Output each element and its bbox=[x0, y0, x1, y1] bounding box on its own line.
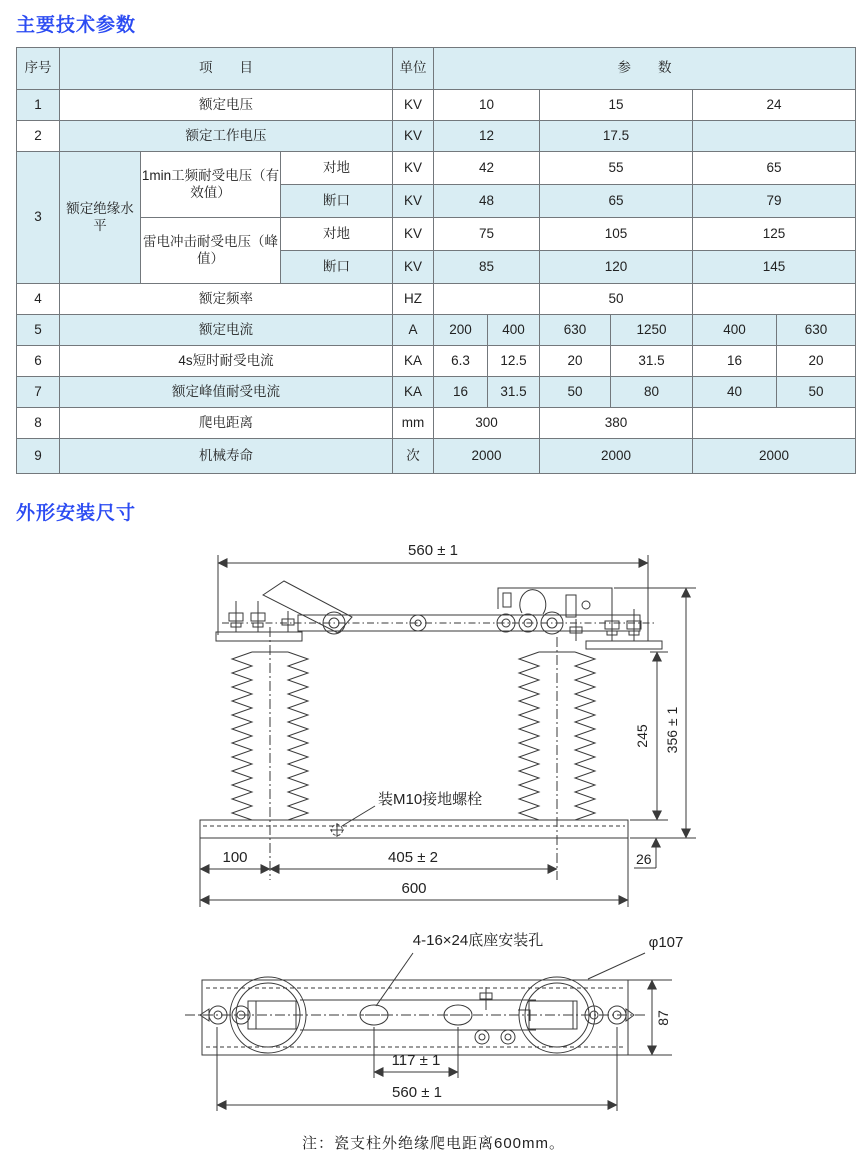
item-label: 额定频率 bbox=[60, 284, 393, 315]
param-value: 42 bbox=[434, 152, 540, 185]
row-number: 1 bbox=[17, 90, 60, 121]
param-value: 31.5 bbox=[488, 377, 540, 408]
dim-label: 245 bbox=[634, 724, 650, 748]
item-label: 额定电流 bbox=[60, 315, 393, 346]
item-label: 额定工作电压 bbox=[60, 121, 393, 152]
param-value: 31.5 bbox=[611, 346, 693, 377]
front-view-drawing bbox=[0, 535, 867, 910]
dimension-hole-span bbox=[217, 1027, 617, 1111]
mounting-holes-callout bbox=[376, 931, 543, 1006]
param-value bbox=[693, 408, 856, 439]
param-value: 2000 bbox=[693, 439, 856, 474]
mounting-holes-label: 4-16×24底座安装孔 bbox=[412, 932, 544, 949]
dim-label: 600 bbox=[401, 880, 427, 897]
unit-label: KV bbox=[393, 121, 434, 152]
section-title-parameters: 主要技术参数 bbox=[16, 15, 137, 36]
param-value: 16 bbox=[693, 346, 777, 377]
param-value: 79 bbox=[693, 185, 856, 218]
dim-label: 560 ± 1 bbox=[408, 542, 458, 559]
terminal-label: 断口 bbox=[281, 251, 393, 284]
unit-label: mm bbox=[393, 408, 434, 439]
datasheet-page bbox=[0, 10, 867, 1153]
col-header-item: 项 目 bbox=[60, 48, 393, 90]
param-value bbox=[693, 121, 856, 152]
sub-item-label: 雷电冲击耐受电压（峰值） bbox=[141, 218, 281, 284]
col-header-unit: 单位 bbox=[393, 48, 434, 90]
unit-label: KV bbox=[393, 251, 434, 284]
param-value: 2000 bbox=[434, 439, 540, 474]
param-value: 200 bbox=[434, 315, 488, 346]
dimension-pole-spacing bbox=[270, 849, 557, 869]
param-value: 85 bbox=[434, 251, 540, 284]
dimension-overall-height bbox=[614, 588, 696, 838]
unit-label: HZ bbox=[393, 284, 434, 315]
param-value bbox=[693, 284, 856, 315]
section-title-dimensions: 外形安装尺寸 bbox=[16, 503, 137, 524]
item-label: 4s短时耐受电流 bbox=[60, 346, 393, 377]
param-value: 20 bbox=[540, 346, 611, 377]
sub-item-label: 1min工频耐受电压（有效值） bbox=[141, 152, 281, 218]
bottom-view-drawing bbox=[0, 915, 867, 1125]
param-value: 6.3 bbox=[434, 346, 488, 377]
unit-label: A bbox=[393, 315, 434, 346]
col-header-no: 序号 bbox=[17, 48, 60, 90]
col-header-params: 参 数 bbox=[434, 48, 856, 90]
row-number: 8 bbox=[17, 408, 60, 439]
terminal-label: 对地 bbox=[281, 218, 393, 251]
dimension-left-offset bbox=[200, 838, 270, 907]
dim-label: 405 ± 2 bbox=[388, 849, 438, 866]
dimension-hole-spacing bbox=[374, 1027, 458, 1078]
dim-label: 87 bbox=[655, 1010, 671, 1026]
param-value: 40 bbox=[693, 377, 777, 408]
param-value: 48 bbox=[434, 185, 540, 218]
row-number: 7 bbox=[17, 377, 60, 408]
row-number: 5 bbox=[17, 315, 60, 346]
dimension-base-depth bbox=[628, 980, 672, 1055]
param-value: 75 bbox=[434, 218, 540, 251]
param-value: 10 bbox=[434, 90, 540, 121]
dim-label: 560 ± 1 bbox=[392, 1084, 442, 1101]
ground-bolt-label: 装M10接地螺栓 bbox=[378, 791, 483, 808]
param-value: 12.5 bbox=[488, 346, 540, 377]
param-value: 105 bbox=[540, 218, 693, 251]
param-value: 50 bbox=[540, 284, 693, 315]
param-value: 50 bbox=[777, 377, 856, 408]
param-value: 400 bbox=[693, 315, 777, 346]
terminal-pad-left bbox=[216, 601, 302, 641]
ground-bolt-icon bbox=[330, 823, 344, 837]
dim-label: 117 ± 1 bbox=[391, 1052, 441, 1069]
small-fittings bbox=[475, 987, 530, 1044]
dim-label: 26 bbox=[636, 851, 652, 867]
param-value: 1250 bbox=[611, 315, 693, 346]
row-number: 6 bbox=[17, 346, 60, 377]
footnote: 注：瓷支柱外绝缘爬电距离600mm。 bbox=[301, 1135, 566, 1152]
parameters-table bbox=[16, 47, 856, 474]
param-value: 16 bbox=[434, 377, 488, 408]
item-label: 额定绝缘水平 bbox=[60, 152, 141, 284]
unit-label: KA bbox=[393, 377, 434, 408]
param-value: 24 bbox=[693, 90, 856, 121]
param-value: 17.5 bbox=[540, 121, 693, 152]
item-label: 额定峰值耐受电流 bbox=[60, 377, 393, 408]
param-value: 145 bbox=[693, 251, 856, 284]
unit-label: KV bbox=[393, 218, 434, 251]
dimension-top-width bbox=[218, 542, 648, 641]
param-value: 120 bbox=[540, 251, 693, 284]
row-number: 3 bbox=[17, 152, 60, 284]
switch-linkage-bar bbox=[222, 581, 655, 634]
dim-label: 100 bbox=[222, 849, 248, 866]
dimension-base-thickness bbox=[634, 838, 656, 868]
row-number: 9 bbox=[17, 439, 60, 474]
param-value: 630 bbox=[540, 315, 611, 346]
dim-label: 356 ± 1 bbox=[664, 706, 680, 754]
param-value: 55 bbox=[540, 152, 693, 185]
param-value: 12 bbox=[434, 121, 540, 152]
item-label: 额定电压 bbox=[60, 90, 393, 121]
param-value: 380 bbox=[540, 408, 693, 439]
unit-label: KV bbox=[393, 185, 434, 218]
param-value: 15 bbox=[540, 90, 693, 121]
item-label: 爬电距离 bbox=[60, 408, 393, 439]
insulator-left bbox=[232, 627, 308, 880]
param-value: 80 bbox=[611, 377, 693, 408]
dimension-insulator-height bbox=[630, 652, 668, 820]
flange-diameter-callout bbox=[588, 934, 683, 979]
base-channel bbox=[200, 820, 628, 838]
param-value: 300 bbox=[434, 408, 540, 439]
unit-label: KV bbox=[393, 152, 434, 185]
param-value: 2000 bbox=[540, 439, 693, 474]
item-label: 机械寿命 bbox=[60, 439, 393, 474]
row-number: 4 bbox=[17, 284, 60, 315]
unit-label: 次 bbox=[393, 439, 434, 474]
unit-label: KV bbox=[393, 90, 434, 121]
param-value: 65 bbox=[693, 152, 856, 185]
param-value: 630 bbox=[777, 315, 856, 346]
param-value: 400 bbox=[488, 315, 540, 346]
ground-bolt-callout bbox=[330, 790, 482, 837]
param-value: 125 bbox=[693, 218, 856, 251]
terminal-label: 对地 bbox=[281, 152, 393, 185]
terminal-label: 断口 bbox=[281, 185, 393, 218]
param-value: 50 bbox=[540, 377, 611, 408]
param-value: 65 bbox=[540, 185, 693, 218]
param-value bbox=[434, 284, 540, 315]
insulator-right bbox=[519, 637, 595, 880]
flange-diameter-label: φ107 bbox=[648, 934, 684, 951]
param-value: 20 bbox=[777, 346, 856, 377]
row-number: 2 bbox=[17, 121, 60, 152]
unit-label: KA bbox=[393, 346, 434, 377]
